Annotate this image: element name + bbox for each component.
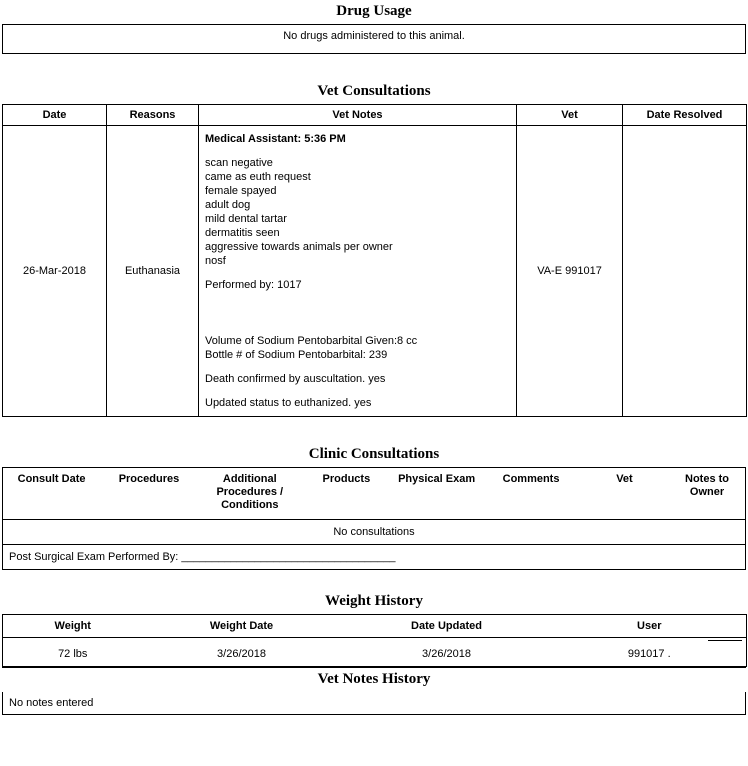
spacer: [205, 386, 510, 396]
cell-date-resolved: [623, 126, 747, 417]
column-header-comments: Comments: [482, 468, 580, 520]
notes-line: dermatitis seen: [205, 227, 280, 239]
weight-history-section: [2, 590, 746, 667]
notes-line: came as euth request: [205, 171, 311, 183]
table-header-row: [3, 615, 747, 638]
clinic-consultations-table: [2, 467, 746, 570]
post-surgical-cell: [3, 545, 746, 570]
column-header-weight: Weight: [3, 615, 143, 638]
column-header-vet: Vet: [517, 105, 623, 126]
column-header-reasons: Reasons: [107, 105, 199, 126]
column-header-additional-procedures: Additional Procedures / Conditions: [198, 468, 302, 520]
column-header-physical-exam: Physical Exam: [391, 468, 482, 520]
notes-volume: Volume of Sodium Pentobarbital Given:8 cc: [205, 335, 418, 347]
spacer: [205, 318, 510, 334]
notes-death-confirmed: Death confirmed by auscultation. yes: [205, 373, 386, 385]
notes-line: nosf: [205, 255, 226, 267]
column-header-date-resolved: Date Resolved: [623, 105, 747, 126]
notes-performed-by: Performed by: 1017: [205, 279, 302, 291]
column-header-consult-date: Consult Date: [3, 468, 101, 520]
notes-updated-status: Updated status to euthanized. yes: [205, 397, 372, 409]
spacer: [205, 146, 510, 156]
column-header-products: Products: [302, 468, 391, 520]
spacer: [205, 268, 510, 278]
post-surgical-value: ___________________________________: [181, 551, 396, 563]
column-header-procedures: Procedures: [100, 468, 198, 520]
weight-history-table: [2, 614, 747, 667]
cell-vet: VA-E 991017: [517, 126, 623, 417]
cell-weight: 72 lbs: [3, 638, 143, 667]
cell-date: 26-Mar-2018: [3, 126, 107, 417]
table-row: [3, 638, 747, 667]
drug-usage-title: Drug Usage: [336, 3, 412, 19]
notes-line: female spayed: [205, 185, 277, 197]
notes-line: scan negative: [205, 157, 273, 169]
notes-header: Medical Assistant: 5:36 PM: [205, 133, 346, 145]
divider: [708, 640, 742, 641]
vet-notes-history-title: Vet Notes History: [2, 667, 746, 692]
post-surgical-label: Post Surgical Exam Performed By:: [9, 551, 179, 563]
table-header-row: [3, 468, 746, 520]
cell-date-updated: 3/26/2018: [341, 638, 553, 667]
table-row: [3, 25, 746, 54]
column-header-vet-notes: Vet Notes: [199, 105, 517, 126]
table-row: [3, 520, 746, 545]
cell-weight-date: 3/26/2018: [143, 638, 341, 667]
spacer: [2, 570, 746, 590]
column-header-user: User: [553, 615, 747, 638]
column-header-vet: Vet: [580, 468, 669, 520]
cell-reasons: Euthanasia: [107, 126, 199, 417]
column-header-date: Date: [3, 105, 107, 126]
notes-line: aggressive towards animals per owner: [205, 241, 393, 253]
column-header-notes-to-owner: Notes to Owner: [669, 468, 745, 520]
drug-usage-message: No drugs administered to this animal.: [3, 25, 746, 54]
spacer: [2, 417, 746, 443]
table-header-row: [3, 105, 747, 126]
clinic-consultations-section: [2, 443, 746, 570]
vet-consultations-title: Vet Consultations: [317, 83, 431, 99]
vet-consultations-table: [2, 104, 747, 417]
spacer: [205, 292, 510, 318]
spacer: [2, 54, 746, 80]
post-surgical-row: [3, 545, 746, 570]
notes-line: mild dental tartar: [205, 213, 287, 225]
cell-user-value: 991017 .: [627, 648, 671, 660]
table-row: [3, 126, 747, 417]
vet-notes-history-section: [2, 667, 746, 715]
cell-vet-notes: [199, 126, 517, 417]
vet-consultations-section: [2, 80, 746, 417]
notes-line: adult dog: [205, 199, 251, 211]
weight-history-title: Weight History: [325, 593, 423, 609]
column-header-weight-date: Weight Date: [143, 615, 341, 638]
notes-bottle: Bottle # of Sodium Pentobarbital: 239: [205, 349, 388, 361]
column-header-date-updated: Date Updated: [341, 615, 553, 638]
vet-notes-history-message: No notes entered: [2, 692, 746, 715]
clinic-empty-message: No consultations: [3, 520, 746, 545]
cell-user: [553, 638, 747, 667]
clinic-consultations-title: Clinic Consultations: [308, 446, 440, 462]
spacer: [205, 362, 510, 372]
drug-usage-section: [2, 0, 746, 54]
drug-usage-table: [2, 24, 746, 54]
